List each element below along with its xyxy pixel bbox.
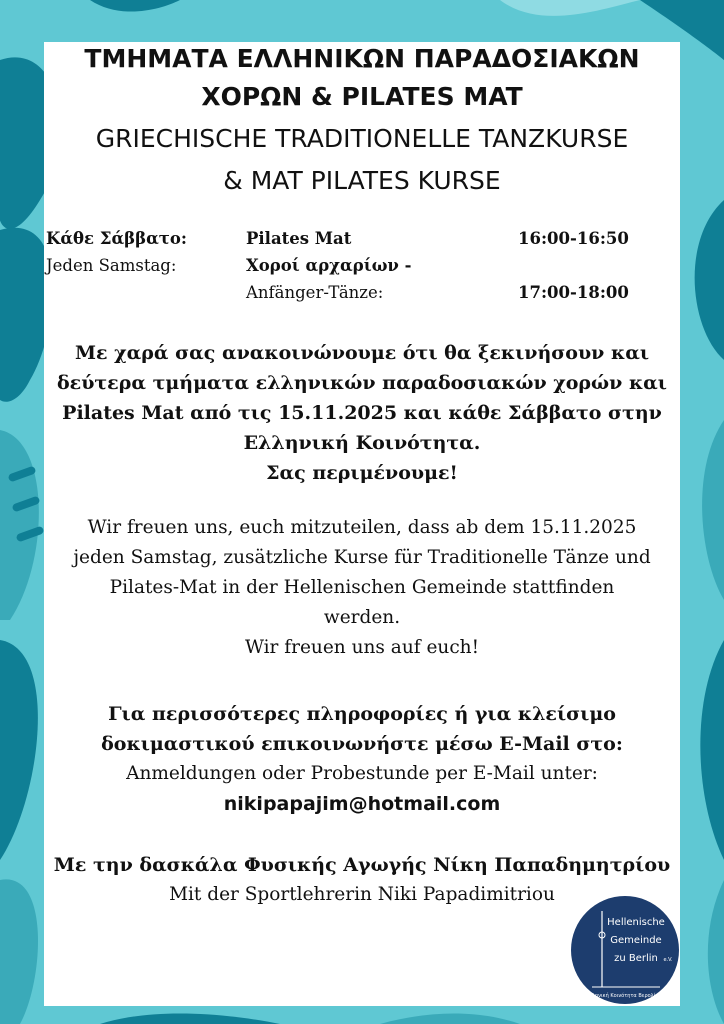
schedule-class-pilates: Pilates Mat bbox=[246, 229, 352, 248]
schedule-day-greek: Κάθε Σάββατο: bbox=[46, 229, 187, 248]
logo-text-bottom: Ελληνική Κοινότητα Βερολίνου bbox=[585, 993, 665, 999]
content-card bbox=[44, 42, 680, 1006]
announcement-greek-line: δεύτερα τμήματα ελληνικών παραδοσιακών χορών και bbox=[56, 372, 667, 394]
contact-email-link[interactable]: nikipapajim@hotmail.com bbox=[223, 793, 501, 815]
schedule-time-pilates: 16:00-16:50 bbox=[518, 229, 629, 248]
announcement-german-line: Wir freuen uns auf euch! bbox=[244, 637, 480, 658]
announcement-greek-line: Σας περιμένουμε! bbox=[266, 462, 458, 484]
schedule-class-dance-german: Anfänger-Tänze: bbox=[246, 283, 384, 302]
schedule-time-dance: 17:00-18:00 bbox=[518, 283, 629, 302]
title-greek-line1: ΤΜΗΜΑΤΑ ΕΛΛΗΝΙΚΩΝ ΠΑΡΑΔΟΣΙΑΚΩΝ bbox=[84, 44, 640, 73]
community-logo bbox=[570, 895, 680, 1005]
title-greek-line2: ΧΟΡΩΝ & PILATES MAT bbox=[201, 82, 523, 111]
logo-text-suffix: e.V. bbox=[663, 957, 673, 963]
schedule-class-dance-greek: Χοροί αρχαρίων - bbox=[246, 256, 412, 275]
contact-greek-line1: Για περισσότερες πληροφορίες ή για κλείσιμο bbox=[108, 703, 616, 725]
teacher-german: Mit der Sportlehrerin Niki Papadimitriou bbox=[169, 884, 555, 905]
title-german-line1: GRIECHISCHE TRADITIONELLE TANZKURSE bbox=[95, 124, 629, 153]
announcement-greek-line: Με χαρά σας ανακοινώνουμε ότι θα ξεκινήσουν και bbox=[74, 342, 650, 364]
announcement-greek-line: Pilates Mat από τις 15.11.2025 και κάθε Σάββατο στην bbox=[62, 402, 662, 424]
logo-text-line3: zu Berlin bbox=[614, 953, 658, 964]
announcement-german-line: Pilates-Mat in der Hellenischen Gemeinde stattfinden bbox=[109, 577, 615, 598]
contact-greek-line2: δοκιμαστικού επικοινωνήστε μέσω E-Mail στο: bbox=[101, 733, 623, 755]
announcement-german-line: jeden Samstag, zusätzliche Kurse für Traditionelle Tänze und bbox=[73, 547, 651, 568]
announcement-german-line: Wir freuen uns, euch mitzuteilen, dass ab dem 15.11.2025 bbox=[87, 517, 637, 538]
contact-german-line: Anmeldungen oder Probestunde per E-Mail unter: bbox=[126, 763, 598, 784]
logo-text-line2: Gemeinde bbox=[610, 935, 662, 946]
title-german-line2: & MAT PILATES KURSE bbox=[223, 166, 501, 195]
logo-text-line1: Hellenische bbox=[607, 917, 665, 928]
teacher-greek: Με την δασκάλα Φυσικής Αγωγής Νίκη Παπαδημητρίου bbox=[53, 854, 671, 876]
schedule-day-german: Jeden Samstag: bbox=[46, 256, 177, 275]
announcement-german-line: werden. bbox=[323, 607, 401, 628]
announcement-greek-line: Ελληνική Κοινότητα. bbox=[243, 432, 481, 454]
